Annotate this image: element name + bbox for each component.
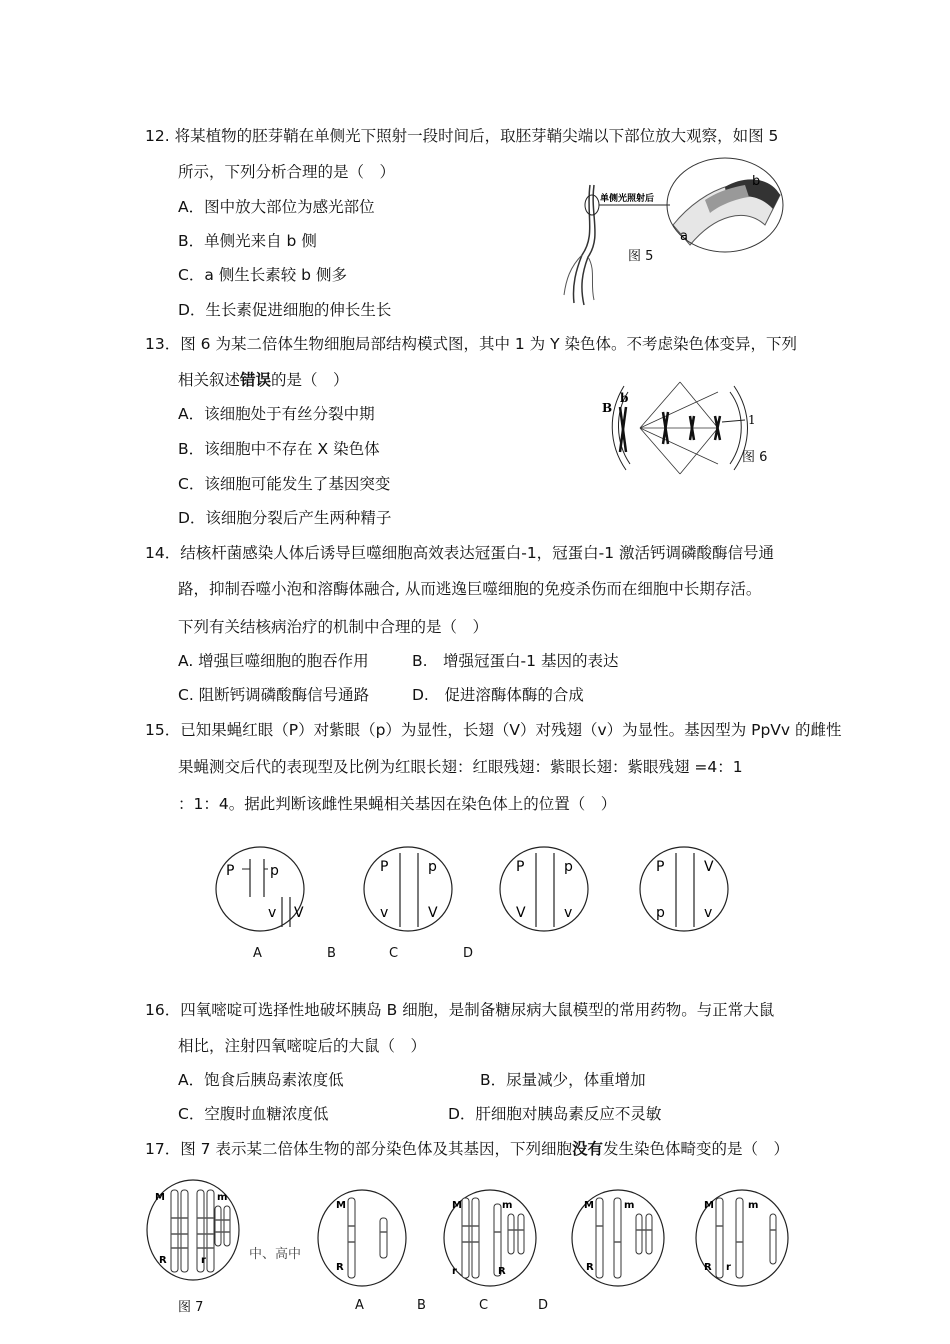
figure-7-reference xyxy=(145,1178,325,1283)
q17-stem-bold: 没有 xyxy=(571,1140,603,1158)
q14-stem-3: 下列有关结核病治疗的机制中合理的是（ ） xyxy=(178,618,489,636)
q15-stem-1: 15．已知果蝇红眼（P）对紫眼（p）为显性，长翅（V）对残翅（v）为显性。基因型为 PpVv 的雌性 xyxy=(145,721,842,739)
q15-cell-c[interactable] xyxy=(492,845,602,935)
q15-c-br: v xyxy=(564,905,573,921)
q12-stem: 12. 将某植物的胚芽鞘在单侧光下照射一段时间后，取胚芽鞘尖端以下部位放大观察，如图 5 xyxy=(145,127,779,145)
fig6-b: b xyxy=(620,391,629,405)
q17-d-R: R xyxy=(704,1262,712,1273)
fig6-1: 1 xyxy=(748,413,756,427)
q13-option-a[interactable]: A．该细胞处于有丝分裂中期 xyxy=(178,405,375,423)
fig5-caption: 图 5 xyxy=(628,249,654,264)
fig5-b: b xyxy=(752,174,761,189)
q14-option-b[interactable]: B. 增强冠蛋白-1 基因的表达 xyxy=(412,652,619,670)
q17-label-b: B xyxy=(417,1298,426,1313)
q17-stem xyxy=(145,1139,789,1159)
q17-a-R: R xyxy=(336,1262,344,1273)
q16-option-b[interactable]: B．尿量减少，体重增加 xyxy=(480,1071,646,1089)
q14-stem-2: 路，抑制吞噬小泡和溶酶体融合, 从而逃逸巨噬细胞的免疫杀伤而在细胞中长期存活。 xyxy=(178,580,762,598)
q17-c-R: R xyxy=(586,1262,594,1273)
q17-label-a: A xyxy=(355,1298,364,1313)
q15-a-br: V xyxy=(294,905,304,921)
q15-c-tr: p xyxy=(564,859,573,875)
q14-option-a[interactable]: A. 增强巨噬细胞的胞吞作用 xyxy=(178,652,369,670)
q16-stem-1: 16．四氧嘧啶可选择性地破坏胰岛 B 细胞，是制备糖尿病大鼠模型的常用药物。与正常大鼠 xyxy=(145,1001,775,1019)
q17-d-r: r xyxy=(726,1262,731,1273)
fig7-caption: 图 7 xyxy=(178,1300,204,1315)
q15-c-tl: P xyxy=(516,859,525,875)
q12-stem-2: 所示，下列分析合理的是（ ） xyxy=(178,163,396,181)
q16-option-a[interactable]: A．饱食后胰岛素浓度低 xyxy=(178,1071,344,1089)
q14-option-d[interactable]: D. 促进溶酶体酶的合成 xyxy=(412,686,584,704)
q13-stem-2 xyxy=(178,370,349,390)
q15-d-br: v xyxy=(704,905,713,921)
q13-stem-2-pre: 相关叙述 xyxy=(178,371,241,389)
q15-a-tl: P xyxy=(226,863,235,879)
fig7-m: m xyxy=(217,1192,228,1203)
figure-5-coleoptile xyxy=(560,155,790,310)
q15-d-bl: p xyxy=(656,905,665,921)
q14-option-c[interactable]: C. 阻断钙调磷酸酶信号通路 xyxy=(178,686,370,704)
q15-a-bl: v xyxy=(268,905,277,921)
q17-d-M: M xyxy=(704,1200,714,1211)
q15-stem-2: 果蝇测交后代的表现型及比例为红眼长翅：红眼残翅：紫眼长翅：紫眼残翅 =4：1 xyxy=(178,758,743,776)
q15-label-d: D xyxy=(463,946,474,961)
q16-stem-2: 相比，注射四氧嘧啶后的大鼠（ ） xyxy=(178,1037,427,1055)
q17-b-R: R xyxy=(498,1266,506,1277)
q17-a-M: M xyxy=(336,1200,346,1211)
q13-option-b[interactable]: B．该细胞中不存在 X 染色体 xyxy=(178,440,380,458)
q15-b-tr: p xyxy=(428,859,437,875)
q15-b-br: V xyxy=(428,905,438,921)
q16-option-d[interactable]: D．肝细胞对胰岛素反应不灵敏 xyxy=(448,1105,662,1123)
q17-cell-b[interactable] xyxy=(436,1186,546,1291)
q17-stem-post: 发生染色体畸变的是（ ） xyxy=(602,1140,789,1158)
q15-b-bl: v xyxy=(380,905,389,921)
q12-option-b[interactable]: B．单侧光来自 b 侧 xyxy=(178,232,317,250)
q17-cell-d[interactable] xyxy=(688,1186,798,1291)
q15-label-b: B xyxy=(327,946,336,961)
q15-cell-a[interactable] xyxy=(210,845,320,935)
fig6-caption: 图 6 xyxy=(742,450,768,465)
q17-c-M: M xyxy=(584,1200,594,1211)
q17-cell-c[interactable] xyxy=(564,1186,674,1291)
fig7-overlap-text: 中、高中 xyxy=(249,1247,302,1262)
q14-stem-1: 14．结核杆菌感染人体后诱导巨噬细胞高效表达冠蛋白-1，冠蛋白-1 激活钙调磷酸酶信号通 xyxy=(145,544,775,562)
fig6-B: B xyxy=(602,401,613,415)
q17-b-m: m xyxy=(502,1200,513,1211)
q12-option-c[interactable]: C．a 侧生长素较 b 侧多 xyxy=(178,266,347,284)
q15-stem-3: ：1：4。据此判断该雌性果蝇相关基因在染色体上的位置（ ） xyxy=(178,795,617,813)
q17-c-m: m xyxy=(624,1200,635,1211)
q15-b-tl: P xyxy=(380,859,389,875)
q13-stem-2-post: 的是（ ） xyxy=(271,371,349,389)
q15-d-tl: P xyxy=(656,859,665,875)
q16-option-c[interactable]: C．空腹时血糖浓度低 xyxy=(178,1105,329,1123)
q15-label-c: C xyxy=(389,946,399,961)
q17-b-M: M xyxy=(452,1200,462,1211)
q15-c-bl: V xyxy=(516,905,526,921)
fig7-M: M xyxy=(155,1192,165,1203)
fig7-R: R xyxy=(159,1255,167,1266)
fig7-r: r xyxy=(201,1255,206,1266)
q15-cell-d[interactable] xyxy=(632,845,742,935)
q13-option-c[interactable]: C．该细胞可能发生了基因突变 xyxy=(178,475,391,493)
q13-option-d[interactable]: D．该细胞分裂后产生两种精子 xyxy=(178,509,392,527)
q13-stem-2-bold: 错误 xyxy=(240,371,272,389)
fig5-a: a xyxy=(680,229,688,244)
q17-b-r: r xyxy=(452,1266,457,1277)
q12-option-a[interactable]: A．图中放大部位为感光部位 xyxy=(178,198,375,216)
q15-cell-b[interactable] xyxy=(356,845,466,935)
q15-d-tr: V xyxy=(704,859,714,875)
q17-stem-pre: 17．图 7 表示某二倍体生物的部分染色体及其基因，下列细胞 xyxy=(145,1140,572,1158)
q17-label-c: C xyxy=(479,1298,489,1313)
q17-cell-a[interactable] xyxy=(310,1186,420,1291)
q15-label-a: A xyxy=(253,946,262,961)
q15-a-tr: p xyxy=(270,863,279,879)
q13-stem: 13．图 6 为某二倍体生物细胞局部结构模式图，其中 1 为 Y 染色体。不考虑染色体变异，下列 xyxy=(145,335,797,353)
q12-option-d[interactable]: D．生长素促进细胞的伸长生长 xyxy=(178,301,392,319)
q17-d-m: m xyxy=(748,1200,759,1211)
fig5-label: 单侧光照射后 xyxy=(600,194,655,204)
q17-label-d: D xyxy=(538,1298,549,1313)
